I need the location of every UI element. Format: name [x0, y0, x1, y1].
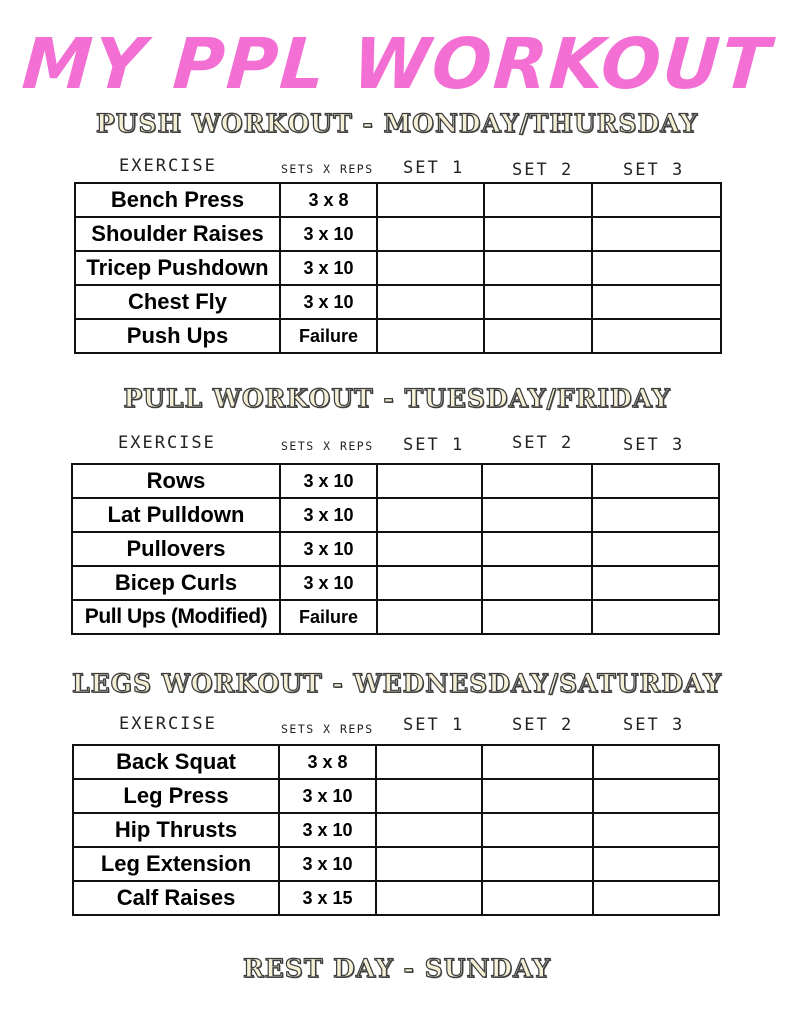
set3-cell[interactable]	[592, 532, 719, 566]
table-row	[72, 566, 719, 600]
pull-header-set2: SET 2	[512, 433, 574, 453]
pull-section-title: PULL WORKOUT - TUESDAY/FRIDAY	[123, 384, 671, 413]
set2-cell[interactable]	[484, 285, 592, 319]
table-row	[72, 464, 719, 498]
set2-cell[interactable]	[482, 881, 593, 915]
legs-section-title: LEGS WORKOUT - WEDNESDAY/SATURDAY	[72, 669, 722, 698]
push-section-title: PUSH WORKOUT - MONDAY/THURSDAY	[95, 109, 699, 138]
exercise-cell: Shoulder Raises	[75, 217, 280, 251]
exercise-cell: Bicep Curls	[72, 566, 280, 600]
set1-cell[interactable]	[376, 779, 482, 813]
set2-cell[interactable]	[484, 319, 592, 353]
sets-reps-cell: 3 x 10	[280, 251, 377, 285]
table-row	[72, 600, 719, 634]
table-row	[72, 498, 719, 532]
page-title: MY PPL WORKOUT	[19, 23, 775, 105]
set3-cell[interactable]	[592, 319, 721, 353]
legs-header-exercise: EXERCISE	[119, 714, 217, 734]
set1-cell[interactable]	[377, 464, 482, 498]
set3-cell[interactable]	[592, 183, 721, 217]
set2-cell[interactable]	[484, 217, 592, 251]
push-table	[74, 182, 722, 354]
table-row	[75, 217, 721, 251]
exercise-cell: Chest Fly	[75, 285, 280, 319]
sets-reps-cell: 3 x 10	[279, 779, 376, 813]
exercise-cell: Back Squat	[73, 745, 279, 779]
pull-header-sets-reps: SETS X REPS	[281, 439, 374, 453]
legs-header-set3: SET 3	[623, 715, 685, 735]
set1-cell[interactable]	[376, 847, 482, 881]
set3-cell[interactable]	[593, 847, 719, 881]
legs-header-sets-reps: SETS X REPS	[281, 722, 374, 736]
sets-reps-cell: 3 x 10	[280, 498, 377, 532]
legs-header-set2: SET 2	[512, 715, 574, 735]
set3-cell[interactable]	[592, 251, 721, 285]
table-row	[73, 745, 719, 779]
set1-cell[interactable]	[376, 813, 482, 847]
set2-cell[interactable]	[482, 813, 593, 847]
exercise-cell: Calf Raises	[73, 881, 279, 915]
push-header-set1: SET 1	[403, 158, 465, 178]
set3-cell[interactable]	[592, 566, 719, 600]
exercise-cell: Push Ups	[75, 319, 280, 353]
sets-reps-cell: 3 x 10	[279, 813, 376, 847]
exercise-cell: Tricep Pushdown	[75, 251, 280, 285]
sets-reps-cell: 3 x 10	[279, 847, 376, 881]
exercise-cell: Leg Extension	[73, 847, 279, 881]
exercise-cell: Leg Press	[73, 779, 279, 813]
set1-cell[interactable]	[377, 251, 484, 285]
exercise-cell: Pull Ups (Modified)	[72, 600, 280, 634]
set2-cell[interactable]	[484, 251, 592, 285]
set3-cell[interactable]	[592, 498, 719, 532]
set3-cell[interactable]	[592, 217, 721, 251]
sets-reps-cell: 3 x 10	[280, 464, 377, 498]
set1-cell[interactable]	[377, 183, 484, 217]
set1-cell[interactable]	[377, 532, 482, 566]
set1-cell[interactable]	[377, 285, 484, 319]
set2-cell[interactable]	[482, 600, 592, 634]
push-header-exercise: EXERCISE	[119, 156, 217, 176]
set3-cell[interactable]	[593, 779, 719, 813]
set2-cell[interactable]	[482, 566, 592, 600]
set2-cell[interactable]	[482, 847, 593, 881]
set3-cell[interactable]	[593, 745, 719, 779]
set1-cell[interactable]	[377, 217, 484, 251]
set2-cell[interactable]	[482, 498, 592, 532]
exercise-cell: Hip Thrusts	[73, 813, 279, 847]
table-row	[75, 183, 721, 217]
set1-cell[interactable]	[376, 881, 482, 915]
pull-header-exercise: EXERCISE	[118, 433, 216, 453]
table-row	[75, 319, 721, 353]
pull-header-set3: SET 3	[623, 435, 685, 455]
exercise-cell: Bench Press	[75, 183, 280, 217]
set2-cell[interactable]	[484, 183, 592, 217]
sets-reps-cell: Failure	[280, 319, 377, 353]
set3-cell[interactable]	[593, 813, 719, 847]
set1-cell[interactable]	[377, 319, 484, 353]
set1-cell[interactable]	[377, 498, 482, 532]
set1-cell[interactable]	[376, 745, 482, 779]
sets-reps-cell: 3 x 8	[280, 183, 377, 217]
set2-cell[interactable]	[482, 779, 593, 813]
table-row	[73, 881, 719, 915]
set3-cell[interactable]	[592, 285, 721, 319]
sets-reps-cell: 3 x 8	[279, 745, 376, 779]
rest-section-title: REST DAY - SUNDAY	[242, 954, 552, 983]
sets-reps-cell: 3 x 10	[280, 217, 377, 251]
sets-reps-cell: 3 x 10	[280, 285, 377, 319]
push-header-set2: SET 2	[512, 160, 574, 180]
push-header-sets-reps: SETS X REPS	[281, 162, 374, 176]
set1-cell[interactable]	[377, 600, 482, 634]
set2-cell[interactable]	[482, 745, 593, 779]
set2-cell[interactable]	[482, 464, 592, 498]
set3-cell[interactable]	[593, 881, 719, 915]
table-row	[75, 285, 721, 319]
table-row	[72, 532, 719, 566]
pull-header-set1: SET 1	[403, 435, 465, 455]
push-header-set3: SET 3	[623, 160, 685, 180]
table-row	[73, 847, 719, 881]
pull-table	[71, 463, 720, 635]
sets-reps-cell: 3 x 10	[280, 566, 377, 600]
exercise-cell: Rows	[72, 464, 280, 498]
legs-table	[72, 744, 720, 916]
sets-reps-cell: Failure	[280, 600, 377, 634]
set3-cell[interactable]	[592, 464, 719, 498]
sets-reps-cell: 3 x 10	[280, 532, 377, 566]
exercise-cell: Lat Pulldown	[72, 498, 280, 532]
table-row	[73, 779, 719, 813]
table-row	[75, 251, 721, 285]
legs-header-set1: SET 1	[403, 715, 465, 735]
table-row	[73, 813, 719, 847]
set2-cell[interactable]	[482, 532, 592, 566]
exercise-cell: Pullovers	[72, 532, 280, 566]
set3-cell[interactable]	[592, 600, 719, 634]
set1-cell[interactable]	[377, 566, 482, 600]
sets-reps-cell: 3 x 15	[279, 881, 376, 915]
